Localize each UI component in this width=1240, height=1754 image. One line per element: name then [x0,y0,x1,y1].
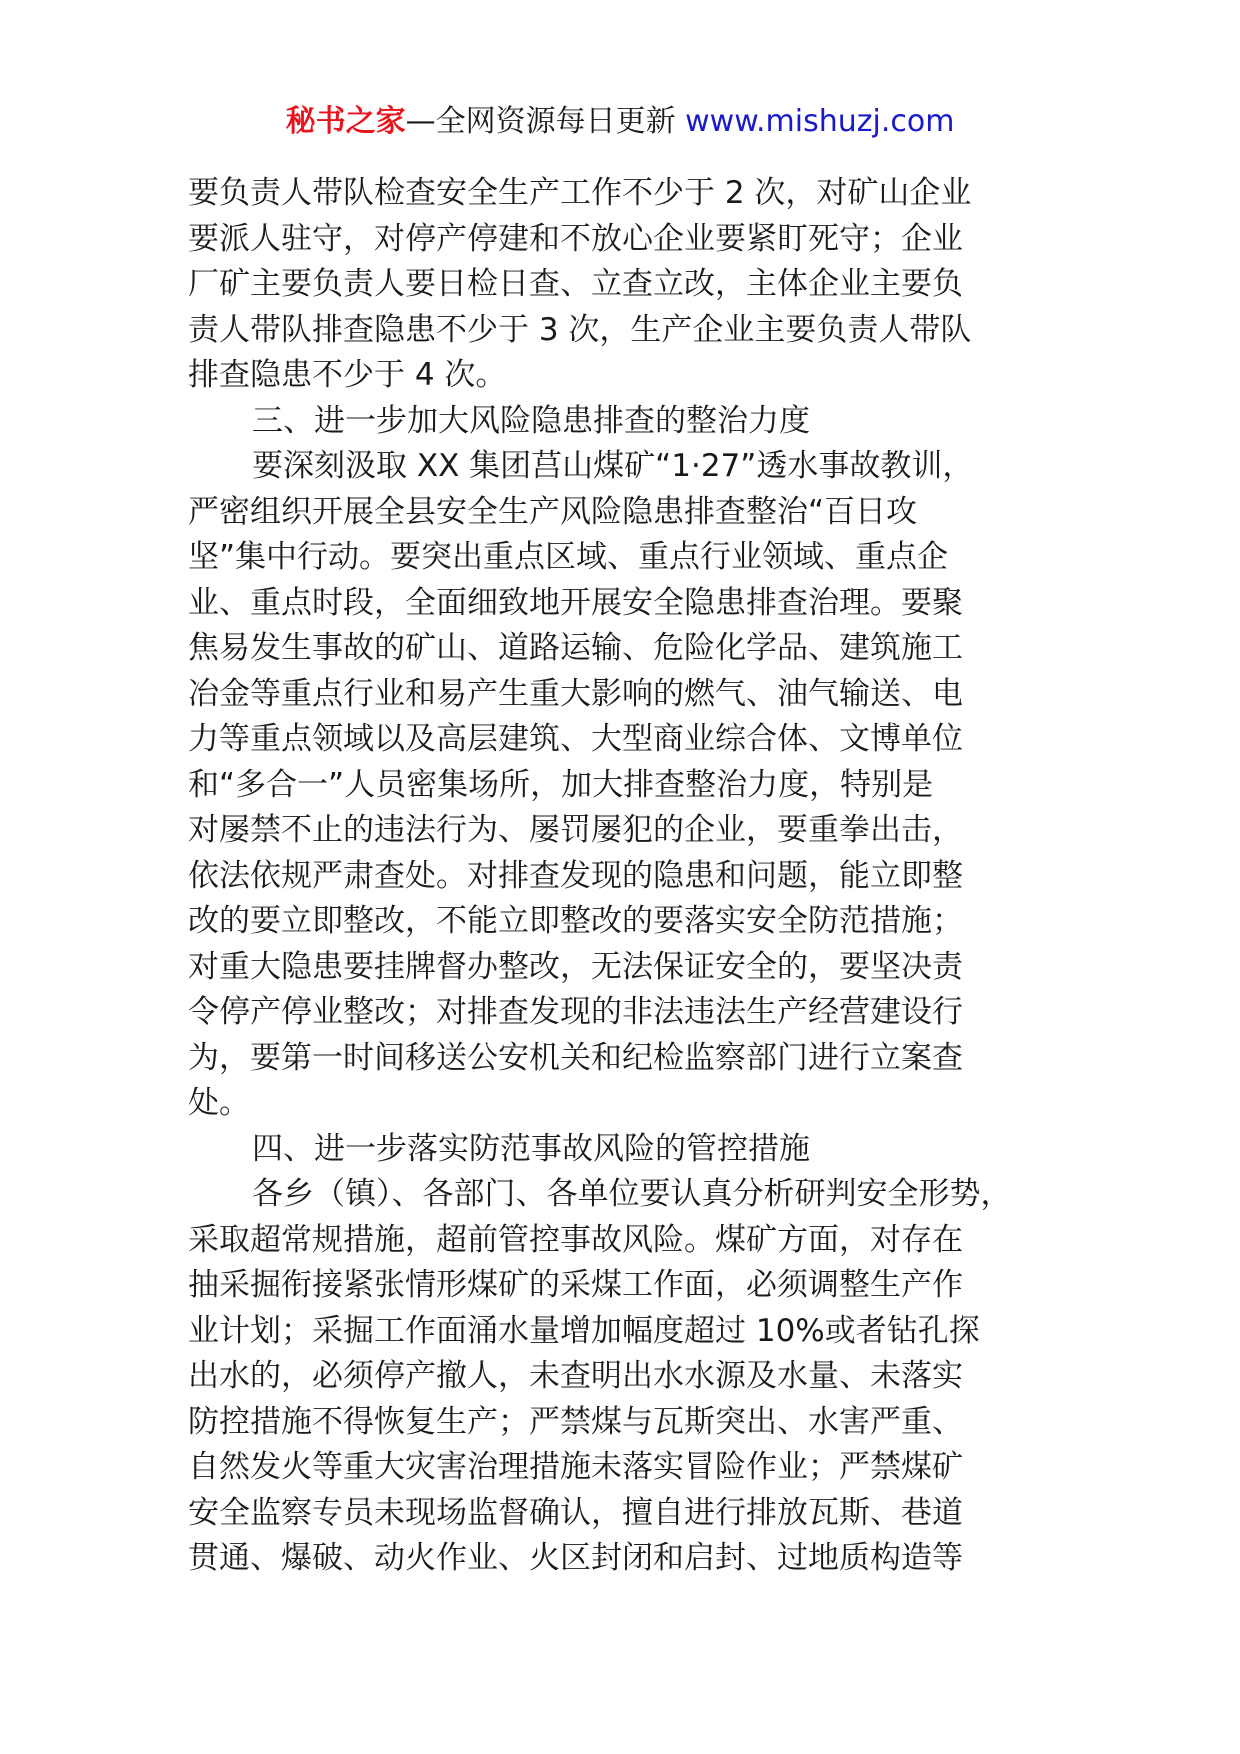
section-heading-4: 四、进一步落实防范事故风险的管控措施 [252,1130,810,1167]
body-line: 冶金等重点行业和易产生重大影响的燃气、油气输送、电 [188,675,963,712]
body-line: 出水的，必须停产撤人，未查明出水水源及水量、未落实 [188,1358,963,1394]
body-line: 贯通、爆破、动火作业、火区封闭和启封、过地质构造等 [188,1540,963,1576]
body-line: 厂矿主要负责人要日检日查、立查立改，主体企业主要负 [188,266,963,302]
body-line: 对屡禁不止的违法行为、屡罚屡犯的企业，要重拳出击， [188,812,963,848]
body-line: 焦易发生事故的矿山、道路运输、危险化学品、建筑施工 [188,630,963,666]
header-slogan: —全网资源每日更新 [405,104,686,139]
body-line: 要深刻汲取 XX 集团莒山煤矿“1·27”透水事故教训， [252,448,974,484]
body-line: 安全监察专员未现场监督确认，擅自进行排放瓦斯、巷道 [188,1494,963,1531]
body-line: 要派人驻守，对停产停建和不放心企业要紧盯死守；企业 [188,220,963,257]
body-line: 令停产停业整改；对排查发现的非法违法生产经营建设行 [188,994,963,1030]
body-line: 采取超常规措施，超前管控事故风险。煤矿方面，对存在 [188,1221,963,1258]
body-line: 业计划；采掘工作面涌水量增加幅度超过 10%或者钻孔探 [188,1312,980,1349]
body-line: 防控措施不得恢复生产；严禁煤与瓦斯突出、水害严重、 [188,1403,963,1440]
body-line: 处。 [188,1085,250,1121]
body-line: 力等重点领域以及高层建筑、大型商业综合体、文博单位 [188,721,963,757]
website-url[interactable]: www.mishuzj.com [685,104,955,139]
body-line: 排查隐患不少于 4 次。 [188,357,507,393]
body-line: 和“多合一”人员密集场所，加大排查整治力度，特别是 [188,766,934,803]
body-line: 严密组织开展全县安全生产风险隐患排查整治“百日攻 [188,493,918,530]
page-header [0,102,1240,142]
body-line: 为，要第一时间移送公安机关和纪检监察部门进行立案查 [188,1039,963,1076]
brand-name: 秘书之家 [285,104,406,139]
body-line: 要负责人带队检查安全生产工作不少于 2 次，对矿山企业 [188,175,972,211]
body-line: 业、重点时段，全面细致地开展安全隐患排查治理。要聚 [188,584,963,621]
body-line: 抽采掘衔接紧张情形煤矿的采煤工作面，必须调整生产作 [188,1267,963,1303]
body-line: 坚”集中行动。要突出重点区域、重点行业领域、重点企 [188,539,949,575]
body-line: 改的要立即整改，不能立即整改的要落实安全防范措施； [188,903,963,939]
body-line: 各乡（镇）、各部门、各单位要认真分析研判安全形势， [252,1176,1012,1212]
body-line: 责人带队排查隐患不少于 3 次，生产企业主要负责人带队 [188,311,972,348]
body-line: 自然发火等重大灾害治理措施未落实冒险作业；严禁煤矿 [188,1449,963,1485]
body-line: 对重大隐患要挂牌督办整改，无法保证安全的，要坚决责 [188,948,963,985]
document-body [188,171,1064,1582]
section-heading-3: 三、进一步加大风险隐患排查的整治力度 [252,402,810,439]
body-line: 依法依规严肃查处。对排查发现的隐患和问题，能立即整 [188,857,963,894]
